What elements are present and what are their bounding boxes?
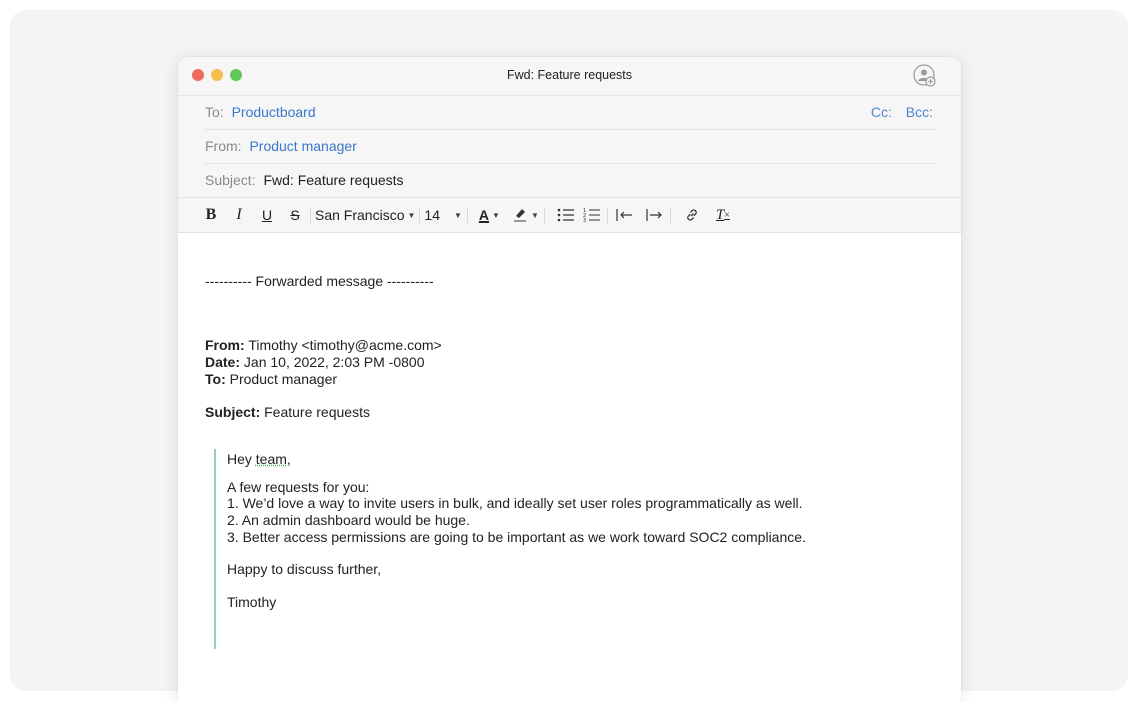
text-color-button[interactable] — [479, 207, 500, 223]
quoted-message — [214, 449, 806, 649]
italic-icon[interactable]: I — [236, 206, 242, 223]
meta-to-value: Product manager — [229, 371, 338, 387]
from-label: From: — [205, 138, 242, 154]
subject-label: Subject: — [205, 172, 256, 188]
outdent-icon[interactable] — [615, 208, 635, 222]
to-recipient[interactable]: Productboard — [231, 104, 316, 120]
list-item: 1. We’d love a way to invite users in bulk, and ideally set user roles programmatically as well. — [227, 495, 803, 511]
highlight-button[interactable] — [512, 206, 539, 225]
toolbar-divider — [544, 207, 545, 223]
toolbar-divider — [607, 207, 608, 223]
to-row[interactable] — [205, 96, 936, 130]
strikethrough-icon[interactable]: S — [290, 207, 300, 223]
bold-icon[interactable]: B — [205, 206, 217, 223]
greeting — [227, 451, 291, 467]
meta-subject-line — [205, 404, 370, 420]
meta-subject-value: Feature requests — [264, 404, 370, 420]
greeting-suffix: , — [286, 451, 291, 467]
font-family-select[interactable] — [315, 207, 415, 223]
intro-line: A few requests for you: — [227, 479, 370, 495]
chevron-down-icon: ▼ — [407, 210, 416, 220]
title-bar — [178, 57, 961, 96]
font-family-value: San Francisco — [315, 207, 405, 223]
cc-button[interactable]: Cc: — [870, 104, 892, 120]
list-item: 3. Better access permissions are going to be important as we work toward SOC2 compliance. — [227, 529, 806, 545]
svg-text:2: 2 — [582, 213, 587, 219]
forward-separator: ---------- Forwarded message ---------- — [205, 273, 434, 289]
meta-subject-label: Subject: — [205, 404, 261, 420]
clear-formatting-glyph: T — [715, 206, 725, 223]
from-row[interactable] — [205, 130, 936, 164]
forwarded-meta — [205, 337, 442, 388]
meta-date-label: Date: — [205, 354, 241, 370]
meta-date-value: Jan 10, 2022, 2:03 PM -0800 — [243, 354, 425, 370]
link-icon[interactable] — [682, 207, 702, 223]
toolbar-divider — [310, 207, 311, 223]
chevron-down-icon: ▼ — [530, 210, 539, 220]
signature: Timothy — [227, 594, 277, 610]
meta-to-line — [205, 371, 442, 388]
greeting-prefix: Hey — [227, 451, 256, 467]
underline-icon[interactable]: U — [261, 207, 273, 223]
subject-row[interactable] — [205, 164, 936, 197]
compose-window — [178, 57, 961, 702]
subject-field[interactable]: Fwd: Feature requests — [263, 172, 404, 188]
meta-from-line — [205, 337, 442, 354]
list-item: 2. An admin dashboard would be huge. — [227, 512, 470, 528]
numbered-list-icon[interactable] — [582, 207, 602, 223]
svg-text:1: 1 — [582, 208, 587, 214]
window-title: Fwd: Feature requests — [506, 68, 633, 82]
clear-x-glyph: × — [724, 209, 730, 221]
bcc-button[interactable]: Bcc: — [905, 104, 933, 120]
bulleted-list-icon[interactable] — [556, 207, 576, 223]
formatting-toolbar — [178, 197, 961, 233]
font-size-value: 14 — [424, 207, 440, 223]
svg-text:3: 3 — [582, 218, 587, 223]
meta-from-value: Timothy <timothy@acme.com> — [248, 337, 442, 353]
chevron-down-icon: ▼ — [453, 210, 462, 220]
toolbar-divider — [670, 207, 671, 223]
text-color-icon: A — [478, 207, 490, 223]
message-header — [178, 96, 961, 197]
meta-from-label: From: — [205, 337, 245, 353]
meta-date-line — [205, 354, 442, 371]
chevron-down-icon: ▼ — [492, 210, 500, 220]
clear-formatting-icon[interactable] — [716, 207, 730, 224]
closing-line: Happy to discuss further, — [227, 561, 382, 577]
cc-bcc-controls — [861, 96, 933, 129]
from-sender[interactable]: Product manager — [249, 138, 357, 154]
highlight-icon — [512, 206, 528, 225]
meta-to-label: To: — [205, 371, 226, 387]
toolbar-divider — [419, 207, 420, 223]
toolbar-divider — [467, 207, 468, 223]
add-contact-icon[interactable] — [913, 64, 937, 88]
to-label: To: — [205, 104, 224, 120]
greeting-word: team — [255, 451, 287, 467]
indent-icon[interactable] — [645, 208, 665, 222]
font-size-select[interactable] — [424, 207, 462, 223]
